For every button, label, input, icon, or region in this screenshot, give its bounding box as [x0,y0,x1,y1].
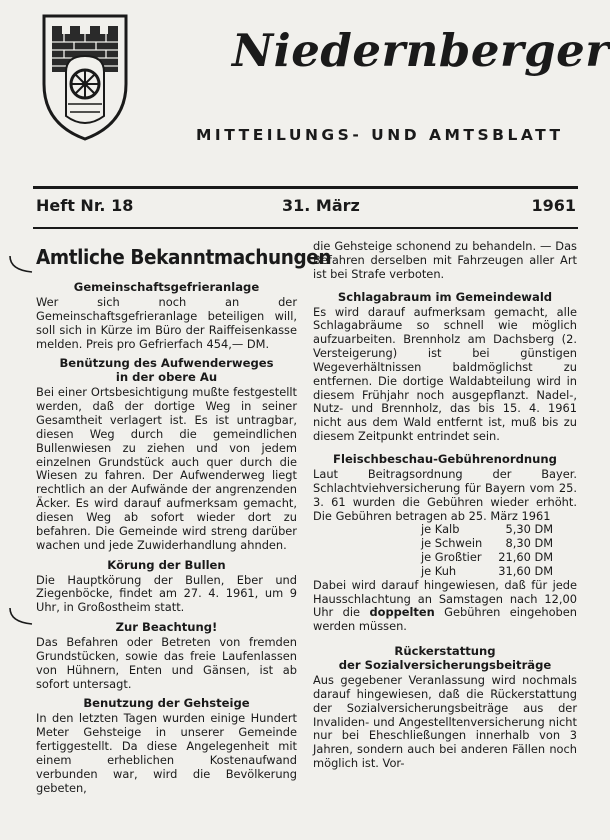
issue-year: 1961 [531,196,576,215]
coat-of-arms-crest [40,12,130,142]
fee-row [421,523,553,537]
article-heading: Rückerstattung [394,644,496,659]
article-text: Die Hauptkörung der Bullen, Eber und Ziegenböcke, findet am 27. 4. 1961, um 9 Uhr, in Großostheim statt. [36,572,297,615]
article-text: Das Befahren oder Betreten von fremden Grundstücken, sowie das freie Laufenlassen von Hühnern, Enten und Gänsen, ist ab sofort untersagt. [36,635,297,691]
article-text: Aus gegebener Veranlassung wird nochmals darauf hingewiesen, daß die Rückerstattung der Sozialversicherungsbeiträge aus der Invaliden- und Angestelltenversicherung nicht nur bei Eheschließungen innerhalb von 3 Jahren, sondern auch bei anderen Fällen noch möglich ist. Vor- [313,673,577,771]
fee-label: je Großtier [421,550,482,565]
fee-amount: 31,60 DM [498,563,554,578]
issue-info-row [36,196,576,222]
fee-row [421,551,553,565]
fee-amount: 5,30 DM [505,522,554,537]
article-continuation: die Gehsteige schonend zu behandeln. — Das Befahren derselben mit Fahrzeugen aller Art ist bei Strafe verboten. [313,239,577,281]
article-text: In den letzten Tagen wurden einige Hundert Meter Gehsteige in unserer Gemeinde fertiggestellt. Da diese Angelegenheit mit einem erheblichen Kostenaufwand verbunden war, wird die Bevölkerung gebeten, [36,711,297,795]
fee-label: je Kuh [421,563,457,578]
masthead-subtitle: MITTEILUNGS- UND AMTSBLATT [196,126,564,144]
article-heading: Körung der Bullen [107,557,226,572]
fee-row [421,537,553,551]
left-column [36,240,332,795]
fee-note-text: Dabei wird darauf hingewiesen, daß für jede Hausschlachtung an Samstagen nach 12,00 Uhr die [313,577,577,620]
article-heading: der Sozialversicherungsbeiträge [338,658,552,673]
fee-note-emphasis: doppelten [369,605,435,620]
fee-table [421,523,553,578]
fee-note-text: Gebühren eingehoben werden müssen. [313,605,577,634]
fee-label: je Schwein [421,536,483,551]
fee-row [421,565,553,579]
article-text: Bei einer Ortsbesichtigung mußte festgestellt werden, daß der dortige Weg in seiner Gesamtheit verlagert ist. Es ist untragbar, diesen Weg durch die gemeindlichen Bullenwiesen zu ziehen und von jedem einzelnen Grundstück auch quer durch die Wiesen zu fahren. Der Aufwenderweg liegt rechtlich an der Aufwände der angrenzenden Äcker. Es wird darauf aufmerksam gemacht, diesen Weg ab sofort wieder dort zu befahren. Die Gemeinde wird streng darüber wachen und jede Zuwiderhandlung ahnden. [36,385,297,552]
top-rule [33,186,578,189]
article-heading: Zur Beachtung! [115,620,218,635]
article-text: Wer sich noch an der Gemeinschaftsgefrieranlage beteiligen will, soll sich in Kürze im Büro der Raiffeisenkasse melden. Preis pro Gefrierfach 454,— DM. [36,295,297,351]
right-column [313,240,577,771]
issue-number: Heft Nr. 18 [36,196,134,215]
issue-date: 31. März [282,196,360,215]
article-text: Es wird darauf aufmerksam gemacht, alle Schlagabräume so schnell wie möglich aufzuarbeiten. Brennholz am Dachsberg (2. Versteigerung) ist bei günstigen Wegeverhältnissen baldmöglichst zu entfernen. Die dortige Waldabteilung wird in diesem Frühjahr noch ausgepflanzt. Nadel-, Nutz- und Brennholz, das bis 15. 4. 1961 nicht aus dem Wald entfernt ist, muß bis zu diesem Zeitpunkt entrindet sein. [313,304,577,444]
margin-bracket-mark [6,252,36,282]
article-text: Laut Beitragsordnung der Bayer. Schlachtviehversicherung für Bayern vom 25. 3. 61 wurden die Gebühren wieder erhöht. Die Gebühren betragen ab 25. März 1961 [313,466,577,523]
fee-label: je Kalb [421,522,460,537]
fee-note [313,579,577,634]
article-heading: Fleischbeschau-Gebührenordnung [333,451,557,466]
article-heading: Gemeinschaftsgefrieranlage [73,280,260,294]
article-heading: Benützung des Aufwenderweges in der obere Au [59,356,274,385]
fee-amount: 21,60 DM [498,550,554,565]
fee-amount: 8,30 DM [505,536,554,551]
section-title: Amtliche Bekanntmachungen [36,245,332,269]
article-heading: Schlagabraum im Gemeindewald [337,289,553,304]
margin-bracket-mark [6,604,36,634]
article-heading: Benutzung der Gehsteige [83,696,250,711]
bottom-rule [33,227,578,229]
masthead-title: Niedernberger [232,24,610,77]
